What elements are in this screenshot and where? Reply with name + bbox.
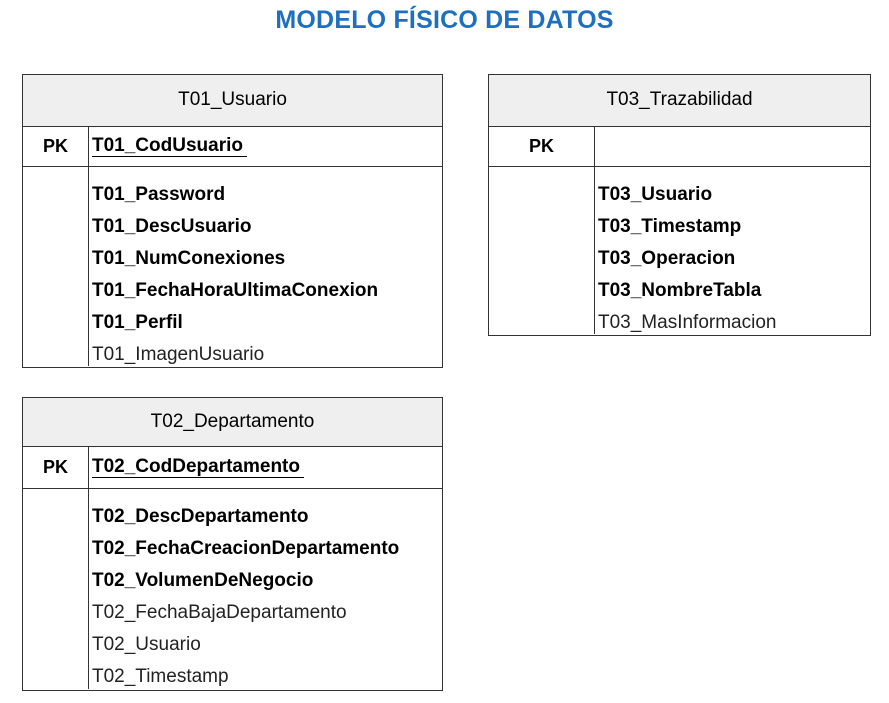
diagram-title: MODELO FÍSICO DE DATOS	[275, 6, 614, 34]
attribute: T03_Timestamp	[598, 216, 742, 237]
pk-label: PK	[23, 127, 89, 166]
entity-name: T01_Usuario	[178, 89, 287, 110]
pk-row	[23, 447, 442, 489]
attribute: T01_ImagenUsuario	[92, 344, 265, 365]
attribute: T01_DescUsuario	[92, 216, 252, 237]
attribute: T03_Operacion	[598, 248, 736, 269]
pk-field: T02_CodDepartamento	[92, 456, 304, 478]
pk-field: T01_CodUsuario	[92, 135, 247, 157]
entity-t02-departamento	[22, 397, 443, 691]
attribute: T02_Usuario	[92, 634, 201, 655]
pk-label: PK	[489, 127, 595, 166]
attributes-section	[23, 167, 442, 366]
attribute: T03_MasInformacion	[598, 312, 777, 333]
entity-header	[23, 398, 442, 447]
entity-header	[23, 75, 442, 127]
pk-label: PK	[23, 447, 89, 488]
entity-header	[489, 75, 870, 127]
entity-name: T03_Trazabilidad	[606, 89, 753, 110]
entity-t03-trazabilidad	[488, 74, 871, 336]
attributes-section	[489, 167, 870, 334]
entity-t01-usuario	[22, 74, 443, 368]
attribute: T02_DescDepartamento	[92, 506, 309, 527]
attribute: T01_NumConexiones	[92, 248, 286, 269]
attributes-section	[23, 489, 442, 689]
attribute: T02_FechaBajaDepartamento	[92, 602, 347, 623]
attribute: T01_Password	[92, 184, 226, 205]
attribute: T03_NombreTabla	[598, 280, 762, 301]
attribute: T03_Usuario	[598, 184, 713, 205]
attribute: T01_Perfil	[92, 312, 183, 333]
entity-name: T02_Departamento	[150, 411, 315, 432]
attribute: T02_Timestamp	[92, 666, 229, 687]
attribute: T02_FechaCreacionDepartamento	[92, 538, 400, 559]
attribute: T02_VolumenDeNegocio	[92, 570, 314, 591]
pk-row	[489, 127, 870, 167]
attribute: T01_FechaHoraUltimaConexion	[92, 280, 379, 301]
pk-row	[23, 127, 442, 167]
